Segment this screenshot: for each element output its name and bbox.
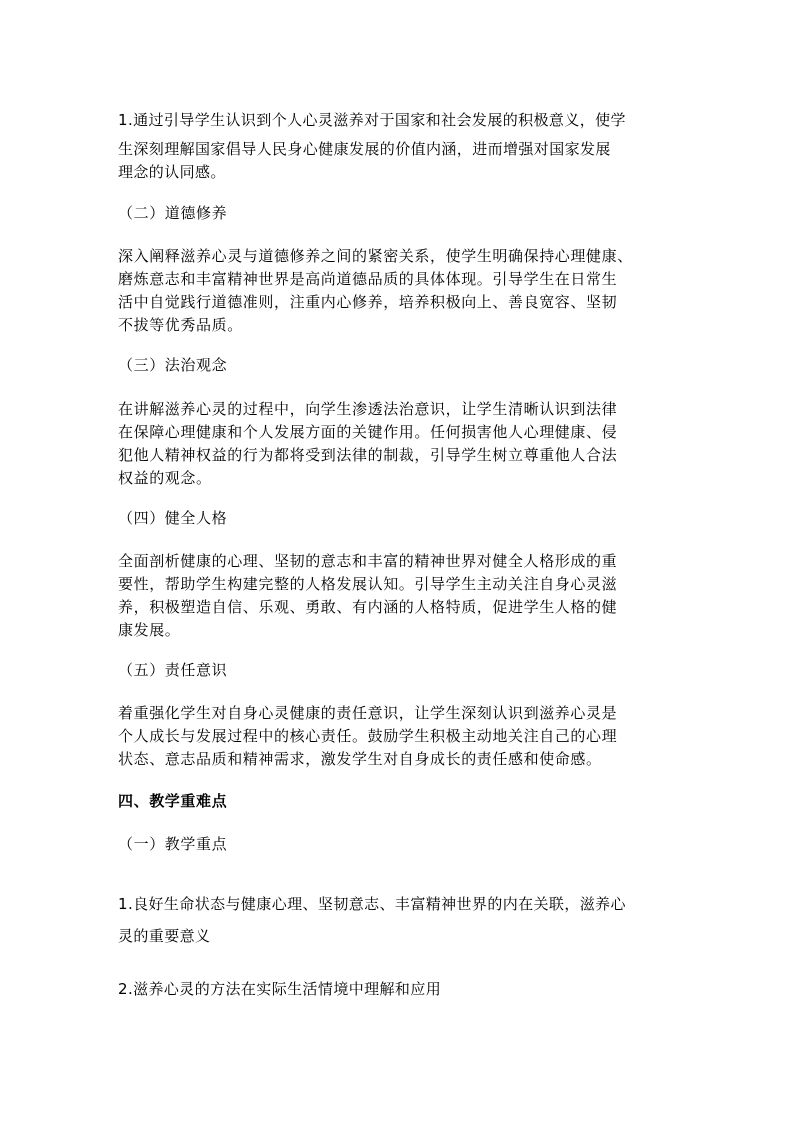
text-line: 活中自觉践行道德准则，注重内心修养，培养积极向上、善良宽容、坚韧 bbox=[118, 293, 618, 311]
text-line: 全面剖析健康的心理、坚韧的意志和丰富的精神世界对健全人格形成的重 bbox=[118, 552, 618, 570]
paragraph-rule-of-law bbox=[118, 398, 678, 490]
text-line: 犯他人精神权益的行为都将受到法律的制裁，引导学生树立尊重他人合法 bbox=[118, 446, 618, 464]
text-line: 在保障心理健康和个人发展方面的关键作用。任何损害他人心理健康、侵 bbox=[118, 423, 618, 441]
section-heading-responsibility: （五）责任意识 bbox=[118, 661, 228, 679]
text-line: 磨炼意志和丰富精神世界是高尚道德品质的具体体现。引导学生在日常生 bbox=[118, 270, 618, 288]
text-line: 1.通过引导学生认识到个人心灵滋养对于国家和社会发展的积极意义，使学 bbox=[118, 111, 626, 129]
text-line: 康发展。 bbox=[118, 621, 181, 639]
focus-point-2 bbox=[118, 973, 678, 1005]
text-line: 深入阐释滋养心灵与道德修养之间的紧密关系，使学生明确保持心理健康、 bbox=[118, 247, 633, 265]
section-heading-rule-of-law: （三）法治观念 bbox=[118, 356, 228, 374]
text-line: 养，积极塑造自信、乐观、勇敢、有内涵的人格特质，促进学生人格的健 bbox=[118, 598, 618, 616]
text-line: 灵的重要意义 bbox=[118, 927, 211, 945]
focus-point-1 bbox=[118, 888, 678, 952]
section-heading-morality: （二）道德修养 bbox=[118, 204, 228, 222]
text-line: 生深刻理解国家倡导人民身心健康发展的价值内涵，进而增强对国家发展 bbox=[118, 140, 611, 158]
text-line: 理念的认同感。 bbox=[118, 163, 226, 181]
paragraph-responsibility bbox=[118, 702, 678, 771]
section-heading-personality: （四）健全人格 bbox=[118, 509, 228, 527]
text-line: 要性，帮助学生构建完整的人格发展认知。引导学生主动关注自身心灵滋 bbox=[118, 575, 618, 593]
text-line: 权益的观念。 bbox=[118, 469, 212, 487]
text-line: 1.良好生命状态与健康心理、坚韧意志、丰富精神世界的内在关联，滋养心 bbox=[118, 895, 626, 913]
chapter-heading-key-points: 四、教学重难点 bbox=[118, 792, 228, 810]
subheading-teaching-focus: （一）教学重点 bbox=[118, 835, 228, 853]
paragraph-personality bbox=[118, 550, 678, 642]
text-line: 在讲解滋养心灵的过程中，向学生渗透法治意识，让学生清晰认识到法律 bbox=[118, 400, 618, 418]
text-line: 个人成长与发展过程中的核心责任。鼓励学生积极主动地关注自己的心理 bbox=[118, 727, 618, 745]
text-line: 不拔等优秀品质。 bbox=[118, 316, 243, 334]
text-line: 着重强化学生对自身心灵健康的责任意识，让学生深刻认识到滋养心灵是 bbox=[118, 704, 618, 722]
text-line: 2.滋养心灵的方法在实际生活情境中理解和应用 bbox=[118, 980, 442, 998]
text-line: 状态、意志品质和精神需求，激发学生对自身成长的责任感和使命感。 bbox=[118, 750, 602, 768]
goal-item-1 bbox=[118, 104, 678, 182]
paragraph-morality bbox=[118, 245, 678, 337]
